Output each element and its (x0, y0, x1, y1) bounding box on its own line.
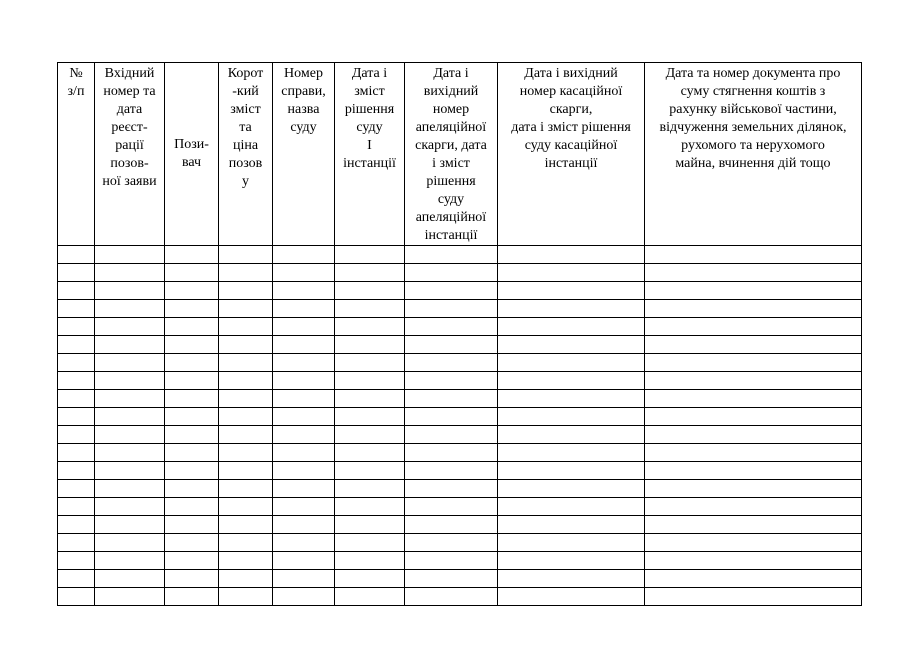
table-cell (405, 570, 498, 588)
table-cell (95, 552, 165, 570)
table-cell (95, 426, 165, 444)
table-cell (219, 354, 273, 372)
table-cell (219, 516, 273, 534)
table-cell (165, 264, 219, 282)
table-cell (498, 246, 645, 264)
table-cell (273, 282, 335, 300)
col-header-incoming-number: Вхідний номер та дата реєст- рації позов- ної заяви (95, 63, 165, 246)
table-cell (58, 390, 95, 408)
table-cell (95, 300, 165, 318)
table-cell (335, 426, 405, 444)
table-cell (645, 588, 862, 606)
table-cell (335, 300, 405, 318)
table-cell (95, 588, 165, 606)
table-cell (273, 408, 335, 426)
table-row (58, 246, 862, 264)
col-header-number: № з/п (58, 63, 95, 246)
table-cell (498, 282, 645, 300)
table-cell (273, 426, 335, 444)
table-cell (165, 246, 219, 264)
table-cell (498, 336, 645, 354)
table-cell (58, 408, 95, 426)
table-cell (645, 264, 862, 282)
table-cell (273, 570, 335, 588)
table-cell (219, 282, 273, 300)
table-cell (498, 408, 645, 426)
table-cell (405, 588, 498, 606)
table-cell (405, 534, 498, 552)
table-cell (645, 570, 862, 588)
table-cell (498, 426, 645, 444)
table-cell (219, 408, 273, 426)
table-cell (95, 282, 165, 300)
table-cell (95, 246, 165, 264)
table-cell (498, 390, 645, 408)
table-row (58, 498, 862, 516)
table-cell (645, 390, 862, 408)
table-cell (58, 552, 95, 570)
table-cell (219, 498, 273, 516)
table-cell (165, 498, 219, 516)
table-cell (645, 462, 862, 480)
table-cell (273, 390, 335, 408)
table-cell (219, 444, 273, 462)
table-cell (219, 570, 273, 588)
col-header-case-number-court: Номер справи, назва суду (273, 63, 335, 246)
table-cell (273, 588, 335, 606)
table-cell (219, 426, 273, 444)
table-row (58, 462, 862, 480)
table-cell (645, 480, 862, 498)
table-cell (95, 408, 165, 426)
table-cell (165, 516, 219, 534)
table-cell (273, 300, 335, 318)
table-cell (335, 372, 405, 390)
table-cell (95, 498, 165, 516)
table-cell (645, 282, 862, 300)
table-cell (58, 354, 95, 372)
table-cell (219, 588, 273, 606)
col-header-appeal: Дата і вихідний номер апеляційної скарги, дата і зміст рішення суду апеляційної інстанції (405, 63, 498, 246)
table-cell (405, 372, 498, 390)
table-cell (273, 246, 335, 264)
table-cell (219, 552, 273, 570)
table-cell (95, 462, 165, 480)
table-cell (645, 336, 862, 354)
table-cell (335, 552, 405, 570)
table-cell (335, 516, 405, 534)
table-row (58, 354, 862, 372)
table-cell (165, 462, 219, 480)
table-cell (219, 372, 273, 390)
col-header-enforcement-document: Дата та номер документа про суму стягнення коштів з рахунку військової частини, відчуження земельних ділянок, рухомого та нерухомого майна, вчинення дій тощо (645, 63, 862, 246)
table-cell (219, 534, 273, 552)
table-cell (645, 408, 862, 426)
table-cell (58, 246, 95, 264)
table-cell (165, 444, 219, 462)
table-cell (335, 462, 405, 480)
table-row (58, 480, 862, 498)
table-cell (165, 372, 219, 390)
table-row (58, 552, 862, 570)
table-cell (219, 246, 273, 264)
table-cell (498, 462, 645, 480)
table-cell (273, 354, 335, 372)
table-cell (335, 480, 405, 498)
table-cell (498, 372, 645, 390)
table-cell (405, 354, 498, 372)
table-row (58, 264, 862, 282)
table-cell (273, 264, 335, 282)
table-cell (273, 462, 335, 480)
table-cell (273, 552, 335, 570)
table-cell (645, 372, 862, 390)
table-row (58, 534, 862, 552)
table-cell (498, 570, 645, 588)
table-cell (58, 282, 95, 300)
table-cell (498, 588, 645, 606)
table-cell (498, 300, 645, 318)
table-cell (58, 534, 95, 552)
table-cell (405, 282, 498, 300)
header-row (58, 63, 862, 246)
table-cell (219, 300, 273, 318)
table-cell (335, 246, 405, 264)
table-cell (405, 336, 498, 354)
table-cell (165, 570, 219, 588)
table-cell (405, 480, 498, 498)
table-cell (405, 462, 498, 480)
table-cell (95, 372, 165, 390)
table-row (58, 336, 862, 354)
table-cell (273, 480, 335, 498)
table-cell (165, 480, 219, 498)
table-cell (645, 534, 862, 552)
table-cell (95, 264, 165, 282)
table-cell (405, 246, 498, 264)
table-cell (58, 300, 95, 318)
table-row (58, 282, 862, 300)
table-row (58, 588, 862, 606)
table-cell (58, 264, 95, 282)
table-cell (645, 426, 862, 444)
table-cell (498, 444, 645, 462)
table-cell (95, 390, 165, 408)
table-cell (645, 246, 862, 264)
table-row (58, 516, 862, 534)
table-body (58, 246, 862, 606)
register-table (57, 62, 862, 606)
table-cell (498, 318, 645, 336)
table-cell (498, 552, 645, 570)
table-cell (405, 300, 498, 318)
table-cell (335, 408, 405, 426)
table-cell (335, 444, 405, 462)
table-cell (58, 498, 95, 516)
table-cell (335, 570, 405, 588)
table-cell (58, 516, 95, 534)
col-header-claim-summary: Корот -кий зміст та ціна позов у (219, 63, 273, 246)
table-cell (219, 336, 273, 354)
table-cell (645, 354, 862, 372)
table-cell (645, 552, 862, 570)
col-header-cassation: Дата і вихідний номер касаційної скарги, дата і зміст рішення суду касаційної інстанції (498, 63, 645, 246)
table-row (58, 372, 862, 390)
table-cell (498, 534, 645, 552)
table-cell (273, 516, 335, 534)
table-cell (165, 318, 219, 336)
table-cell (405, 516, 498, 534)
table-row (58, 300, 862, 318)
table-row (58, 426, 862, 444)
table-cell (95, 480, 165, 498)
table-cell (273, 498, 335, 516)
table-cell (58, 444, 95, 462)
table-cell (58, 336, 95, 354)
table-cell (165, 300, 219, 318)
col-header-first-instance: Дата і зміст рішення суду І інстанції (335, 63, 405, 246)
table-cell (165, 336, 219, 354)
table-row (58, 390, 862, 408)
table-cell (335, 354, 405, 372)
table-cell (95, 516, 165, 534)
table-cell (219, 318, 273, 336)
table-cell (335, 282, 405, 300)
table-cell (219, 480, 273, 498)
table-cell (498, 354, 645, 372)
table-cell (95, 534, 165, 552)
table-cell (405, 552, 498, 570)
table-cell (58, 372, 95, 390)
table-cell (273, 372, 335, 390)
table-cell (95, 318, 165, 336)
table-cell (273, 534, 335, 552)
table-cell (95, 354, 165, 372)
table-cell (165, 282, 219, 300)
table-cell (405, 318, 498, 336)
table-row (58, 318, 862, 336)
table-row (58, 408, 862, 426)
table-cell (273, 336, 335, 354)
table-cell (498, 480, 645, 498)
table-cell (58, 480, 95, 498)
table-cell (405, 408, 498, 426)
table-cell (165, 354, 219, 372)
table-cell (645, 300, 862, 318)
table-cell (165, 426, 219, 444)
table-cell (165, 408, 219, 426)
table-cell (165, 534, 219, 552)
table-cell (405, 390, 498, 408)
table-cell (95, 444, 165, 462)
table-cell (219, 264, 273, 282)
table-cell (405, 498, 498, 516)
table-cell (335, 588, 405, 606)
table-cell (335, 336, 405, 354)
table-cell (645, 498, 862, 516)
table-cell (273, 444, 335, 462)
table-cell (335, 534, 405, 552)
table-cell (498, 516, 645, 534)
table-cell (95, 570, 165, 588)
table-cell (58, 462, 95, 480)
table-cell (405, 264, 498, 282)
table-cell (95, 336, 165, 354)
table-cell (165, 390, 219, 408)
table-cell (405, 426, 498, 444)
table-cell (165, 588, 219, 606)
table-row (58, 570, 862, 588)
table-cell (58, 570, 95, 588)
table-cell (335, 318, 405, 336)
table-cell (335, 390, 405, 408)
table-cell (335, 498, 405, 516)
table-cell (219, 462, 273, 480)
table-row (58, 444, 862, 462)
table-cell (645, 516, 862, 534)
table-cell (405, 444, 498, 462)
table-cell (219, 390, 273, 408)
table-cell (273, 318, 335, 336)
table-cell (58, 588, 95, 606)
table-cell (498, 264, 645, 282)
table-cell (335, 264, 405, 282)
col-header-plaintiff: Пози- вач (165, 63, 219, 246)
table-cell (645, 318, 862, 336)
table-cell (58, 318, 95, 336)
table-cell (58, 426, 95, 444)
table-cell (645, 444, 862, 462)
table-cell (498, 498, 645, 516)
table-cell (165, 552, 219, 570)
